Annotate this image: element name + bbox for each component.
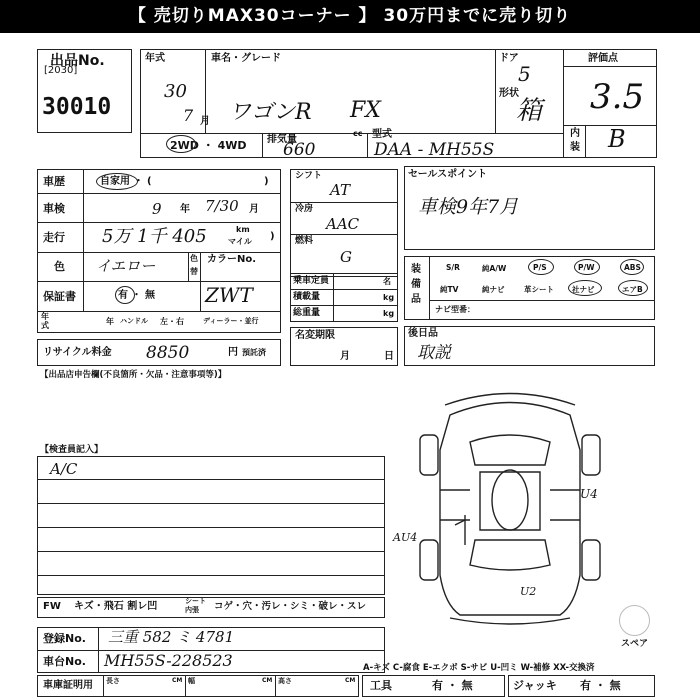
displacement-unit: cc [353,129,363,138]
color-code: ZWT [205,283,253,307]
load-unit: kg [383,293,395,302]
cert-cm2: CM [262,677,273,684]
tools-label: 工具 [370,679,392,692]
modelyear-label2: 式 [41,321,49,330]
name-grade: FX [350,98,381,123]
equip-sr: S/R [446,263,460,272]
recycle-value: 8850 [146,343,190,363]
seller-notes: 【出品店申告欄(不良箇所・欠品・注意事項等)】 [40,370,227,380]
equip-leather: 革シート [524,285,554,294]
inspection-m-unit: 月 [249,204,259,215]
spare-tire-icon [619,605,650,636]
color-label: 色 [54,260,65,273]
sales-point-value: 車検9年7月 [418,196,519,218]
equip-pw: P/W [578,263,595,272]
equip-aftnavi: 社ナビ [572,285,595,294]
warranty-circle [115,286,135,304]
recycle-unit: 円 [228,347,238,358]
chassis-label: 車台No. [43,655,86,668]
cert-cm3: CM [345,677,356,684]
fw-sheet2: 内張 [185,606,199,614]
registration-label: 登録No. [43,632,86,645]
fw-label: FW [43,601,61,612]
equipment-label1: 装 [411,264,421,275]
equip-circle-airbag [618,280,648,296]
year-month: 7 [183,106,194,125]
modelyear-dealer: ディーラー・並行 [203,317,259,325]
aircon-value: AAC [326,215,360,233]
history-options: 自家用 ・ ( [100,176,152,187]
spare-label: スペア [621,639,649,649]
gross-label: 総重量 [293,308,321,318]
mileage-km: km [236,225,250,234]
lot-number: 30010 [42,94,112,120]
drive-label: 2WD ・ 4WD [170,139,247,152]
drive-circle [166,135,196,153]
mileage-label: 走行 [43,231,65,244]
name-change-unit2: 日 [384,351,394,362]
history-label: 車歴 [43,175,65,188]
mark-left: AU4 [393,531,418,544]
load-label: 積載量 [293,292,321,302]
aircon-label: 冷房 [295,204,314,214]
equip-aw: 純A/W [482,264,507,273]
sales-point-label: セールスポイント [408,169,488,180]
model-label: 型式 [372,129,392,140]
capacity-unit: 名 [383,277,391,286]
modelyear-lr: 左・右 [160,317,184,326]
chassis-value: MH55S-228523 [104,651,233,670]
displacement-value: 660 [283,140,316,160]
modelyear-unit: 年 [106,317,114,326]
warranty-options: 有 ・ 無 [118,290,155,301]
accessories-label: 後日品 [408,328,438,339]
interior-label1: 内 [570,128,580,139]
rear-right-wheel [582,540,600,580]
front-left-wheel [420,435,438,475]
name-change-unit: 月 [340,351,350,362]
equip-circle-pw [574,259,600,275]
score-value: 3.5 [590,77,645,117]
damage-legend: A-キズ C-腐食 E-エクボ S-サビ U-凹ミ W-補修 XX-交換済 [363,663,595,673]
lot-label: 出品No. [50,53,105,69]
capacity-label: 乗車定員 [293,276,330,286]
certificate-label: 車庫証明用 [43,680,93,691]
mark-right: U4 [580,487,598,501]
recycle-deposit: 預託済 [242,348,266,357]
name-change-label: 名変期限 [295,330,335,341]
equipment-label3: 品 [411,294,421,305]
lot-sub: [2030] [44,65,78,76]
displacement-label: 排気量 [267,134,297,145]
equip-ps: P/S [533,263,547,272]
shift-label: シフト [295,171,323,181]
rear-window [470,540,550,570]
inspection-year: 9 [152,200,162,218]
shift-value: AT [330,181,351,199]
jack-label: ジャッキ [513,679,557,692]
front-bumper [445,394,575,406]
equipment-navi-label: ナビ型番： [435,305,475,314]
equip-circle-ps [528,259,554,275]
banner: 【 売切りMAX30コーナー 】 30万円までに売り切り [0,0,700,33]
name-label: 車名・グレード [211,53,281,64]
tools-options: 有 ・ 無 [432,679,473,692]
fuel-label: 燃料 [295,236,314,246]
model-value: DAA - MH55S [374,140,495,160]
rear-left-wheel [420,540,438,580]
inspection-y-unit: 年 [180,204,190,215]
car-diagram [410,390,610,625]
history-close: ) [264,176,269,187]
equip-circle-aftnavi [568,280,602,296]
cert-cm1: CM [172,677,183,684]
color-change1: 色 [190,254,198,263]
color-value: イエロー [96,257,156,275]
interior-value: B [608,125,626,153]
equip-tv: 純TV [440,285,459,294]
name-value: ワゴンR [229,100,312,125]
year-value: 30 [164,81,187,102]
color-code-label: カラーNo. [207,254,257,265]
roof-oval [492,470,528,530]
fw-text: キズ・飛石 割レ凹 [74,601,158,612]
inspector-label: 【検査員記入】 [40,445,104,455]
equip-navi: 純ナビ [482,285,505,294]
inspection-day: 7/30 [205,197,239,215]
equip-circle-abs [620,259,644,275]
registration-value: 三重 582 ミ 4781 [108,628,235,646]
front-right-wheel [582,435,600,475]
cert-width: 幅 [188,677,195,685]
rear-bumper [450,618,570,624]
cert-length: 長さ [106,677,120,685]
shape-label: 形状 [499,88,519,99]
doors-value: 5 [518,62,531,86]
doors-label: ドア [499,53,519,64]
modelyear-label1: 年 [41,312,49,321]
color-change2: 替 [190,267,198,276]
mark-bottom: U2 [520,585,537,598]
cert-height: 高さ [278,677,292,685]
equipment-label2: 備 [411,279,421,290]
fw-sheet1: シート [185,597,206,605]
interior-label2: 装 [570,142,580,153]
history-circle [96,173,138,190]
year-label: 年式 [145,53,165,64]
fuel-value: G [340,248,352,266]
warranty-label: 保証書 [43,290,76,303]
equip-airbag: エアB [622,285,643,294]
mileage-mile: マイル [228,237,252,246]
fw-text2: コゲ・穴・汚レ・シミ・破レ・スレ [214,601,367,612]
inspection-label: 車検 [43,202,65,215]
mileage-value: 5万 1千 405 [102,226,207,247]
inspector-note: A/C [50,460,78,478]
roof [480,472,540,530]
gross-unit: kg [383,309,395,318]
recycle-label: リサイクル料金 [43,347,112,358]
modelyear-handle: ハンドル [120,317,148,325]
score-label: 評価点 [588,53,618,64]
year-unit: 月 [200,116,210,127]
jack-options: 有 ・ 無 [580,679,621,692]
shape-value: 箱 [516,96,543,126]
mileage-close: ) [270,231,275,242]
equip-abs: ABS [624,263,641,272]
accessories-value: 取説 [417,343,451,363]
windshield [470,435,550,465]
